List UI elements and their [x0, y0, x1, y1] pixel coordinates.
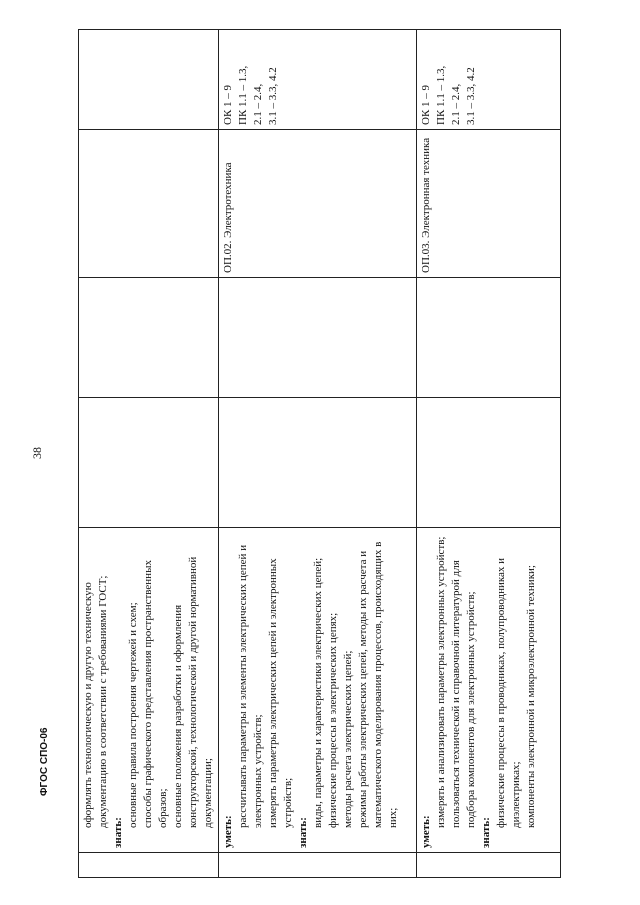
content-cell: [219, 528, 417, 853]
content-item: измерять параметры электрических цепей и электронных устройств;: [267, 558, 294, 828]
hours-cell: [79, 278, 219, 398]
content-item: рассчитывать параметры и элементы электрических цепей и электронных устройств;: [237, 544, 264, 828]
content-line: оформлять технологическую и другую техническую документацию в соответствии с требованиями ГОСТ;: [82, 575, 109, 828]
discipline-cell: [219, 130, 417, 278]
content-item: основные положения разработки и оформления конструкторской, технологической и другой нормативной документации;: [172, 556, 214, 828]
content-item: измерять и анализировать параметры электронных устройств;: [435, 536, 447, 828]
content-item: методы расчета электрических цепей;: [342, 650, 354, 828]
competency-cell: [219, 30, 417, 130]
competency-table-rotated: [78, 30, 560, 878]
content-item: виды, параметры и характеристики электрических цепей;: [312, 557, 324, 828]
competency-code: 2.1 – 2.4,: [450, 83, 462, 125]
discipline-cell: [79, 130, 219, 278]
content-item: компоненты электронной и микроэлектронной техники;: [525, 565, 537, 828]
footer-standard-code: ФГОС СПО-06: [39, 727, 50, 796]
competency-code: ОК 1 – 9: [222, 84, 234, 125]
index-cell: [79, 853, 219, 878]
content-cell: [417, 528, 561, 853]
hours-cell: [219, 278, 417, 398]
content-item: пользоваться технической и справочной литературой для подбора компонентов для электронных устройств;: [450, 560, 477, 828]
table-row: [219, 30, 417, 878]
hours-cell: [417, 398, 561, 528]
content-heading: знать:: [297, 817, 309, 848]
content-heading: уметь:: [420, 815, 432, 848]
competency-table: [78, 29, 561, 878]
index-cell: [417, 853, 561, 878]
hours-cell: [219, 398, 417, 528]
content-heading: знать:: [112, 817, 124, 848]
competency-code: 3.1 – 3.3, 4.2: [465, 67, 477, 125]
content-item: основные правила построения чертежей и схем;: [127, 602, 139, 828]
content-item: способы графического представления пространственных образов;: [142, 560, 169, 828]
competency-code: ПК 1.1 – 1.3,: [435, 65, 447, 125]
competency-cell: [79, 30, 219, 130]
hours-cell: [79, 398, 219, 528]
content-heading: знать:: [480, 817, 492, 848]
competency-code: ОК 1 – 9: [420, 84, 432, 125]
table-row: [79, 30, 219, 878]
discipline-cell: [417, 130, 561, 278]
content-item: физические процессы в электрических цепях;: [327, 612, 339, 828]
page-number: 38: [30, 447, 44, 459]
competency-cell: [417, 30, 561, 130]
content-cell: [79, 528, 219, 853]
competency-code: 2.1 – 2.4,: [252, 83, 264, 125]
hours-cell: [417, 278, 561, 398]
table-row: [417, 30, 561, 878]
competency-code: 3.1 – 3.3, 4.2: [267, 67, 279, 125]
competency-code: ПК 1.1 – 1.3,: [237, 65, 249, 125]
index-cell: [219, 853, 417, 878]
discipline-code: ОП.03. Электронная техника: [420, 137, 432, 273]
content-item: физические процессы в проводниках, полупроводниках и диэлектриках;: [495, 557, 522, 828]
discipline-code: ОП.02. Электротехника: [222, 162, 234, 273]
content-item: режимы работы электрических цепей, методы их расчета и математического моделирования процессов, происходящих в них;: [357, 541, 399, 828]
content-heading: уметь:: [222, 815, 234, 848]
